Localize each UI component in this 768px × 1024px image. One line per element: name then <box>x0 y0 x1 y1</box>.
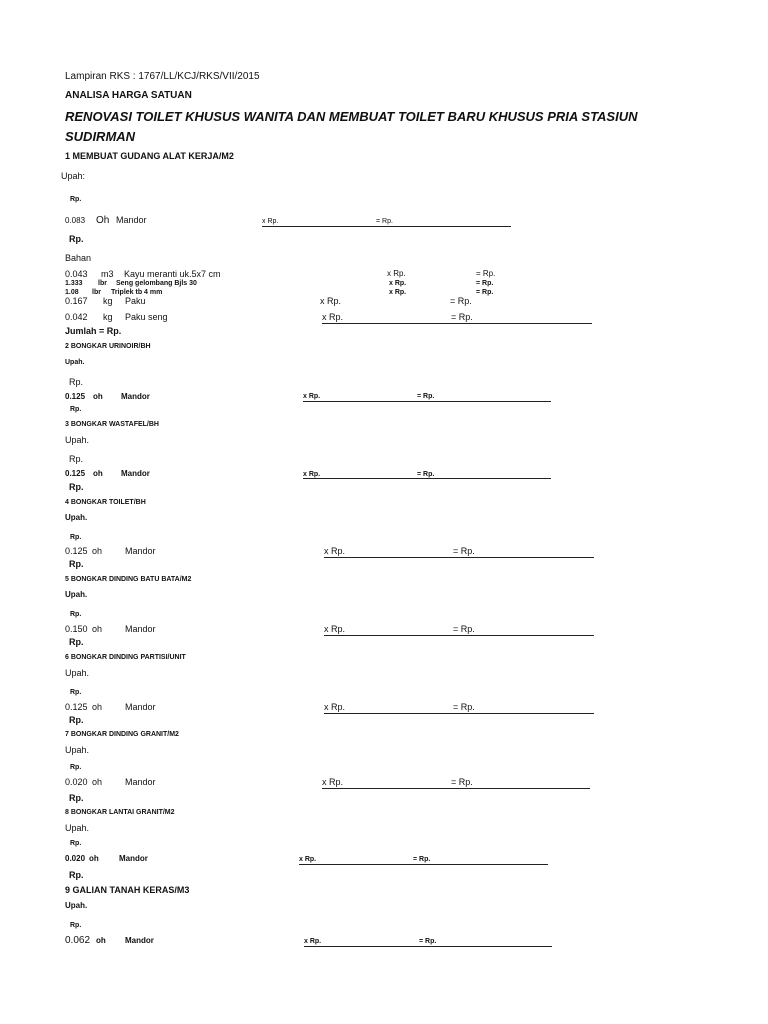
mandor-name: Mandor <box>121 469 150 478</box>
amount-line <box>324 713 594 714</box>
multiply-rp: x Rp. <box>387 269 406 278</box>
material-name: Triplek tb 4 mm <box>111 289 163 296</box>
material-quantity: 0.042 <box>65 312 88 322</box>
equals-rp: = Rp. <box>419 938 437 945</box>
equals-rp: = Rp. <box>476 280 494 287</box>
upah-label: Upah. <box>65 435 90 445</box>
multiply-rp: x Rp. <box>389 289 407 296</box>
section-title: 1 MEMBUAT GUDANG ALAT KERJA/M2 <box>65 151 234 161</box>
mandor-quantity: 0.125 <box>65 546 88 556</box>
mandor-name: Mandor <box>125 624 156 634</box>
rp-label: Rp. <box>69 793 84 803</box>
equals-rp: = Rp. <box>453 546 475 556</box>
mandor-name: Mandor <box>119 854 148 863</box>
upah-label: Upah. <box>65 513 88 522</box>
rp-label: Rp. <box>70 689 82 696</box>
section-title: 3 BONGKAR WASTAFEL/BH <box>65 421 159 428</box>
upah-label: Upah. <box>65 359 85 366</box>
upah-label: Upah. <box>65 590 88 599</box>
rp-label: Rp. <box>70 196 82 203</box>
rp-label: Rp. <box>69 377 84 387</box>
mandor-unit: Oh <box>96 215 110 226</box>
document-title-line-2: SUDIRMAN <box>65 129 136 144</box>
mandor-quantity: 0.125 <box>65 469 86 478</box>
mandor-quantity: 0.083 <box>65 216 86 225</box>
rp-label: Rp. <box>70 406 82 413</box>
equals-rp: = Rp. <box>417 471 435 478</box>
mandor-name: Mandor <box>121 392 150 401</box>
amount-line <box>324 557 594 558</box>
amount-line <box>299 864 548 865</box>
section-title: 7 BONGKAR DINDING GRANIT/M2 <box>65 731 179 738</box>
amount-line <box>303 401 551 402</box>
section-title: 4 BONGKAR TOILET/BH <box>65 499 146 506</box>
material-unit: lbr <box>92 289 101 296</box>
equals-rp: = Rp. <box>451 777 473 787</box>
material-unit: lbr <box>98 280 107 287</box>
section-title: 6 BONGKAR DINDING PARTISI/UNIT <box>65 654 186 661</box>
mandor-unit: oh <box>89 854 99 863</box>
rp-label: Rp. <box>70 764 82 771</box>
rp-label: Rp. <box>69 637 84 647</box>
equals-rp: = Rp. <box>450 296 472 306</box>
multiply-rp: x Rp. <box>324 624 346 634</box>
amount-line <box>322 323 592 324</box>
amount-line <box>262 226 511 227</box>
section-title: 5 BONGKAR DINDING BATU BATA/M2 <box>65 576 192 583</box>
rp-label: Rp. <box>70 922 82 929</box>
rp-label: Rp. <box>69 454 84 464</box>
multiply-rp: x Rp. <box>303 471 321 478</box>
equals-rp: = Rp. <box>453 702 475 712</box>
mandor-unit: oh <box>92 546 103 556</box>
equals-rp: = Rp. <box>417 393 435 400</box>
document-heading: ANALISA HARGA SATUAN <box>65 90 192 101</box>
material-quantity: 0.167 <box>65 296 88 306</box>
amount-line <box>303 478 551 479</box>
material-quantity: 0.043 <box>65 269 88 279</box>
upah-label: Upah: <box>61 171 86 181</box>
multiply-rp: x Rp. <box>322 312 344 322</box>
mandor-unit: oh <box>96 936 106 945</box>
mandor-quantity: 0.150 <box>65 624 88 634</box>
material-unit: kg <box>103 312 113 322</box>
rp-label: Rp. <box>70 534 82 541</box>
rp-label: Rp. <box>69 870 84 880</box>
amount-line <box>324 635 594 636</box>
material-name: Seng gelombang Bjls 30 <box>116 280 197 287</box>
multiply-rp: x Rp. <box>303 393 321 400</box>
mandor-quantity: 0.020 <box>65 777 88 787</box>
mandor-name: Mandor <box>125 546 156 556</box>
multiply-rp: x Rp. <box>262 218 279 225</box>
equals-rp: = Rp. <box>476 289 494 296</box>
section-title: 2 BONGKAR URINOIR/BH <box>65 343 151 350</box>
equals-rp: = Rp. <box>476 269 496 278</box>
material-unit: kg <box>103 296 113 306</box>
mandor-quantity: 0.125 <box>65 702 88 712</box>
document-title-line-1: RENOVASI TOILET KHUSUS WANITA DAN MEMBUAT TOILET BARU KHUSUS PRIA STASIUN <box>65 109 638 124</box>
multiply-rp: x Rp. <box>320 296 342 306</box>
rp-label: Rp. <box>69 715 84 725</box>
mandor-unit: oh <box>92 702 103 712</box>
equals-rp: = Rp. <box>453 624 475 634</box>
mandor-quantity: 0.020 <box>65 854 86 863</box>
material-name: Paku <box>125 296 146 306</box>
mandor-name: Mandor <box>125 702 156 712</box>
equals-rp: = Rp. <box>413 856 431 863</box>
amount-line <box>322 788 590 789</box>
mandor-name: Mandor <box>125 936 154 945</box>
multiply-rp: x Rp. <box>299 856 317 863</box>
upah-label: Upah. <box>65 901 88 910</box>
material-quantity: 1.08 <box>65 289 79 296</box>
multiply-rp: x Rp. <box>304 938 322 945</box>
multiply-rp: x Rp. <box>324 702 346 712</box>
upah-label: Upah. <box>65 745 90 755</box>
material-name: Kayu meranti uk.5x7 cm <box>124 269 221 279</box>
section-title: 8 BONGKAR LANTAI GRANIT/M2 <box>65 809 175 816</box>
material-unit: m3 <box>101 269 114 279</box>
bahan-label: Bahan <box>65 253 92 263</box>
material-name: Paku seng <box>125 312 168 322</box>
rp-label: Rp. <box>70 840 82 847</box>
mandor-quantity: 0.062 <box>65 935 91 946</box>
amount-line <box>304 946 552 947</box>
total-label: Jumlah = Rp. <box>65 326 122 336</box>
rp-label: Rp. <box>69 559 84 569</box>
mandor-unit: oh <box>92 777 103 787</box>
equals-rp: = Rp. <box>376 218 393 225</box>
rp-label: Rp. <box>70 611 82 618</box>
upah-label: Upah. <box>65 668 90 678</box>
multiply-rp: x Rp. <box>324 546 346 556</box>
rp-label: Rp. <box>69 234 84 244</box>
material-quantity: 1.333 <box>65 280 83 287</box>
rp-label: Rp. <box>69 482 84 492</box>
mandor-unit: oh <box>93 392 103 401</box>
mandor-name: Mandor <box>116 215 147 225</box>
mandor-quantity: 0.125 <box>65 392 86 401</box>
multiply-rp: x Rp. <box>389 280 407 287</box>
section-title: 9 GALIAN TANAH KERAS/M3 <box>65 885 190 895</box>
mandor-name: Mandor <box>125 777 156 787</box>
document-reference: Lampiran RKS : 1767/LL/KCJ/RKS/VII/2015 <box>65 71 260 82</box>
multiply-rp: x Rp. <box>322 777 344 787</box>
equals-rp: = Rp. <box>451 312 473 322</box>
upah-label: Upah. <box>65 823 90 833</box>
mandor-unit: oh <box>93 469 103 478</box>
mandor-unit: oh <box>92 624 103 634</box>
